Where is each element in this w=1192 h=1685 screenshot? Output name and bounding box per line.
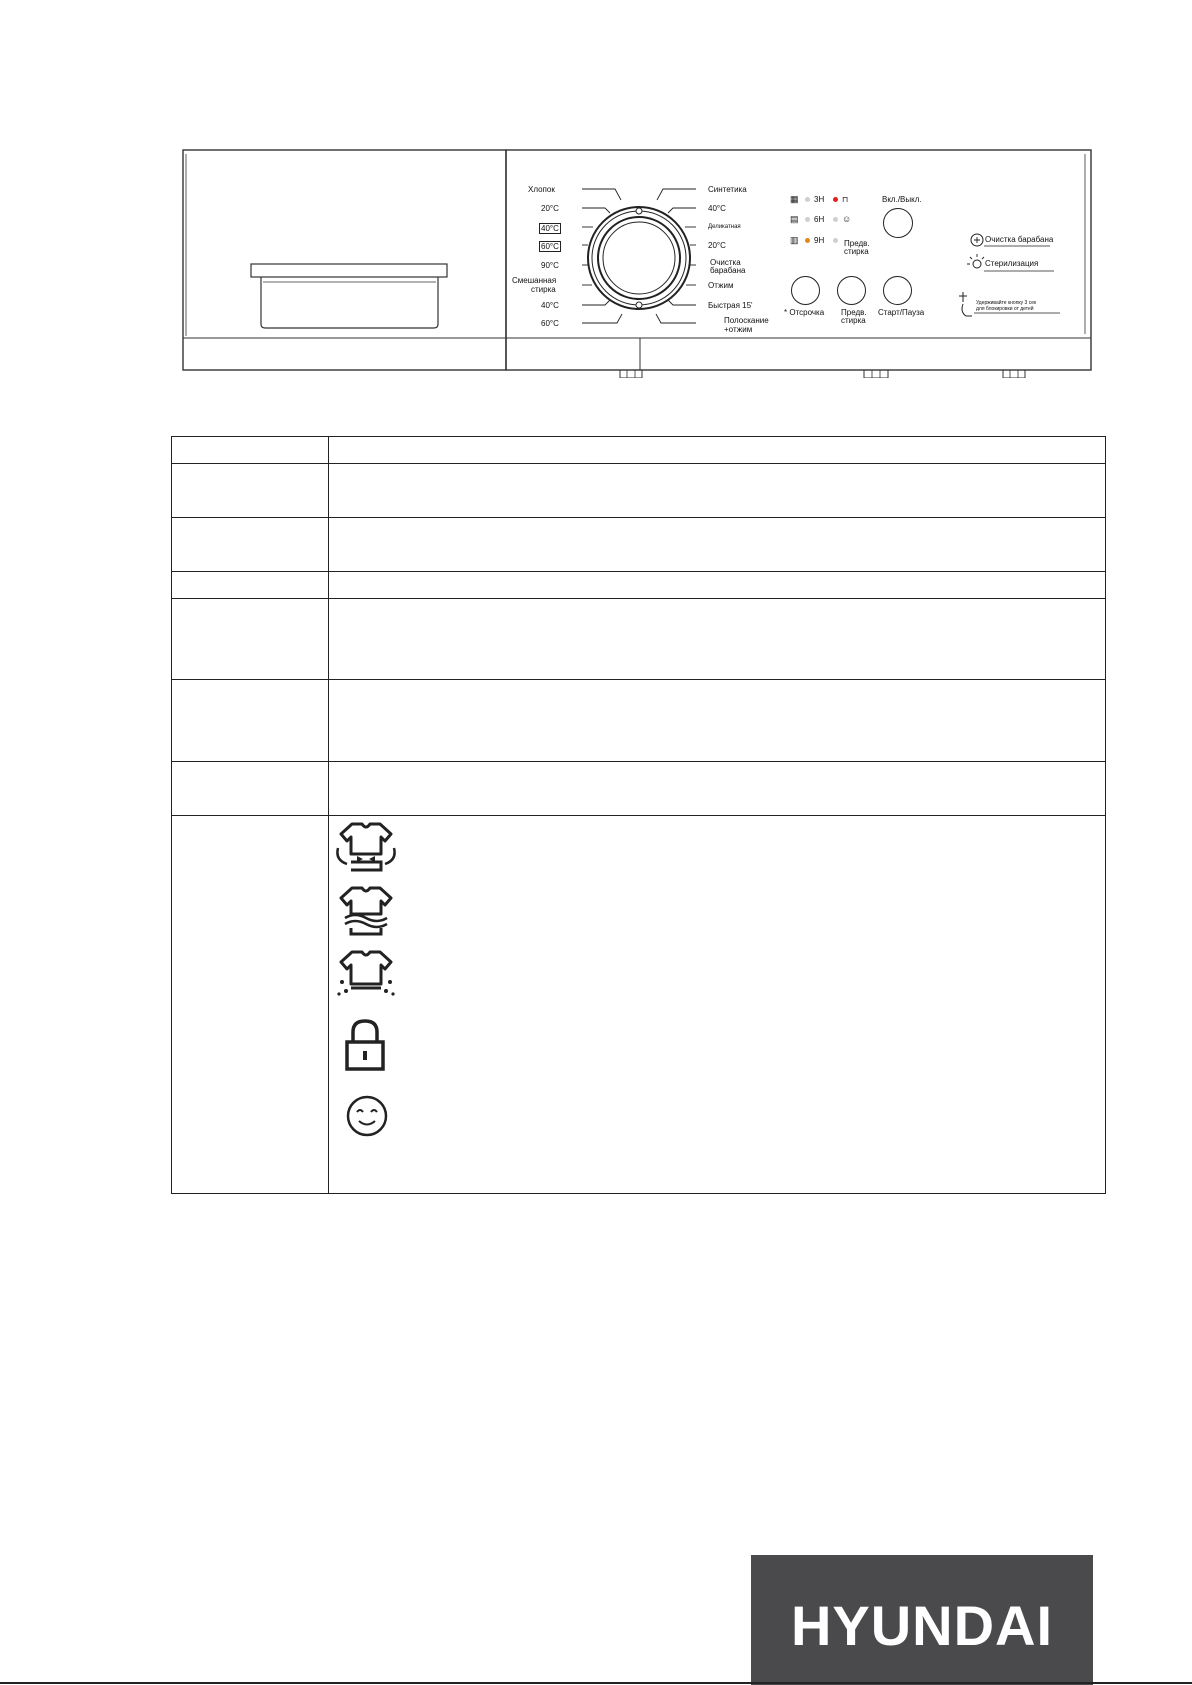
table-row [172,680,1106,762]
lock-indicator-dot [833,197,838,202]
program-cotton-20: 20°C [541,204,559,213]
prewash-button-label: Предв. [841,308,867,317]
page-bottom-rule [0,1682,1192,1684]
indicator-dot-9h [805,238,810,243]
delay-button-label: * Отсрочка [784,308,825,317]
table-row [172,599,1106,680]
spin-indicator-icon: ▥ [790,235,799,245]
lock-indicator-icon: ⊓ [842,195,849,204]
program-drum-clean: Очистка [710,258,741,267]
delay-button-text: Отсрочка [789,308,825,317]
table-row [172,437,1106,464]
program-rinse-spin-2: +отжим [724,325,753,334]
wash-shirt-icon [333,820,399,876]
sterilization-label: Стерилизация [985,259,1039,268]
delay-6h-label: 6H [814,215,825,224]
program-cotton-60: 60°C [541,242,559,251]
control-panel [180,148,1095,378]
start-pause-button[interactable] [883,276,912,305]
program-mixed: Смешанная [512,276,557,285]
delay-button[interactable] [791,276,820,305]
brand-name: HYUNDAI [790,1594,1054,1657]
table-row [172,518,1106,572]
child-lock-note: Удерживайте кнопку 3 сек [976,300,1037,306]
smile-indicator-icon: ☺ [842,214,852,224]
rinse-indicator-icon: ▤ [790,214,799,224]
program-cotton-40: 40°C [541,224,559,233]
prewash-indicator-label: Предв. [844,239,870,248]
power-button-label: Вкл./Выкл. [882,195,922,204]
program-synthetic-40: 40°C [708,204,726,213]
table-row [172,572,1106,599]
wash-indicator-icon: ▦ [790,194,799,204]
program-delicate: Деликатная [708,224,741,230]
program-quick-15: Быстрая 15' [708,301,753,310]
end-indicator-dot [833,217,838,222]
program-mixed-2: стирка [531,285,556,294]
program-mixed-40: 40°C [541,301,559,310]
lock-icon [343,1018,387,1072]
prewash-button[interactable] [837,276,866,305]
program-cotton-90: 90°C [541,261,559,270]
program-cotton: Хлопок [528,185,555,194]
drum-clean-label: Очистка барабана [985,235,1054,244]
prewash-indicator-label-2: стирка [844,247,869,256]
delay-3h-label: 3H [814,195,825,204]
indicator-dot-6h [805,217,810,222]
rinse-shirt-icon [333,884,399,940]
prewash-indicator-dot [833,238,838,243]
program-drum-clean-2: барабана [710,266,746,275]
description-table [171,436,1106,1194]
program-dial[interactable] [598,217,680,299]
program-synthetic-20: 20°C [708,241,726,250]
program-synthetic: Синтетика [708,185,747,194]
hyundai-logo [751,1555,1093,1685]
table-row [172,464,1106,518]
program-spin: Отжим [708,281,734,290]
start-pause-label: Старт/Пауза [878,308,925,317]
smile-icon [345,1094,389,1138]
spin-shirt-icon [333,948,399,1004]
program-rinse-spin: Полоскание [724,316,769,325]
indicator-dot-3h [805,197,810,202]
delay-9h-label: 9H [814,236,825,245]
table-row [172,816,1106,1194]
power-button[interactable] [883,208,913,238]
prewash-button-label-2: стирка [841,316,866,325]
program-mixed-60: 60°C [541,319,559,328]
table-row [172,762,1106,816]
child-lock-note-2: для блокировки от детей [976,306,1034,312]
